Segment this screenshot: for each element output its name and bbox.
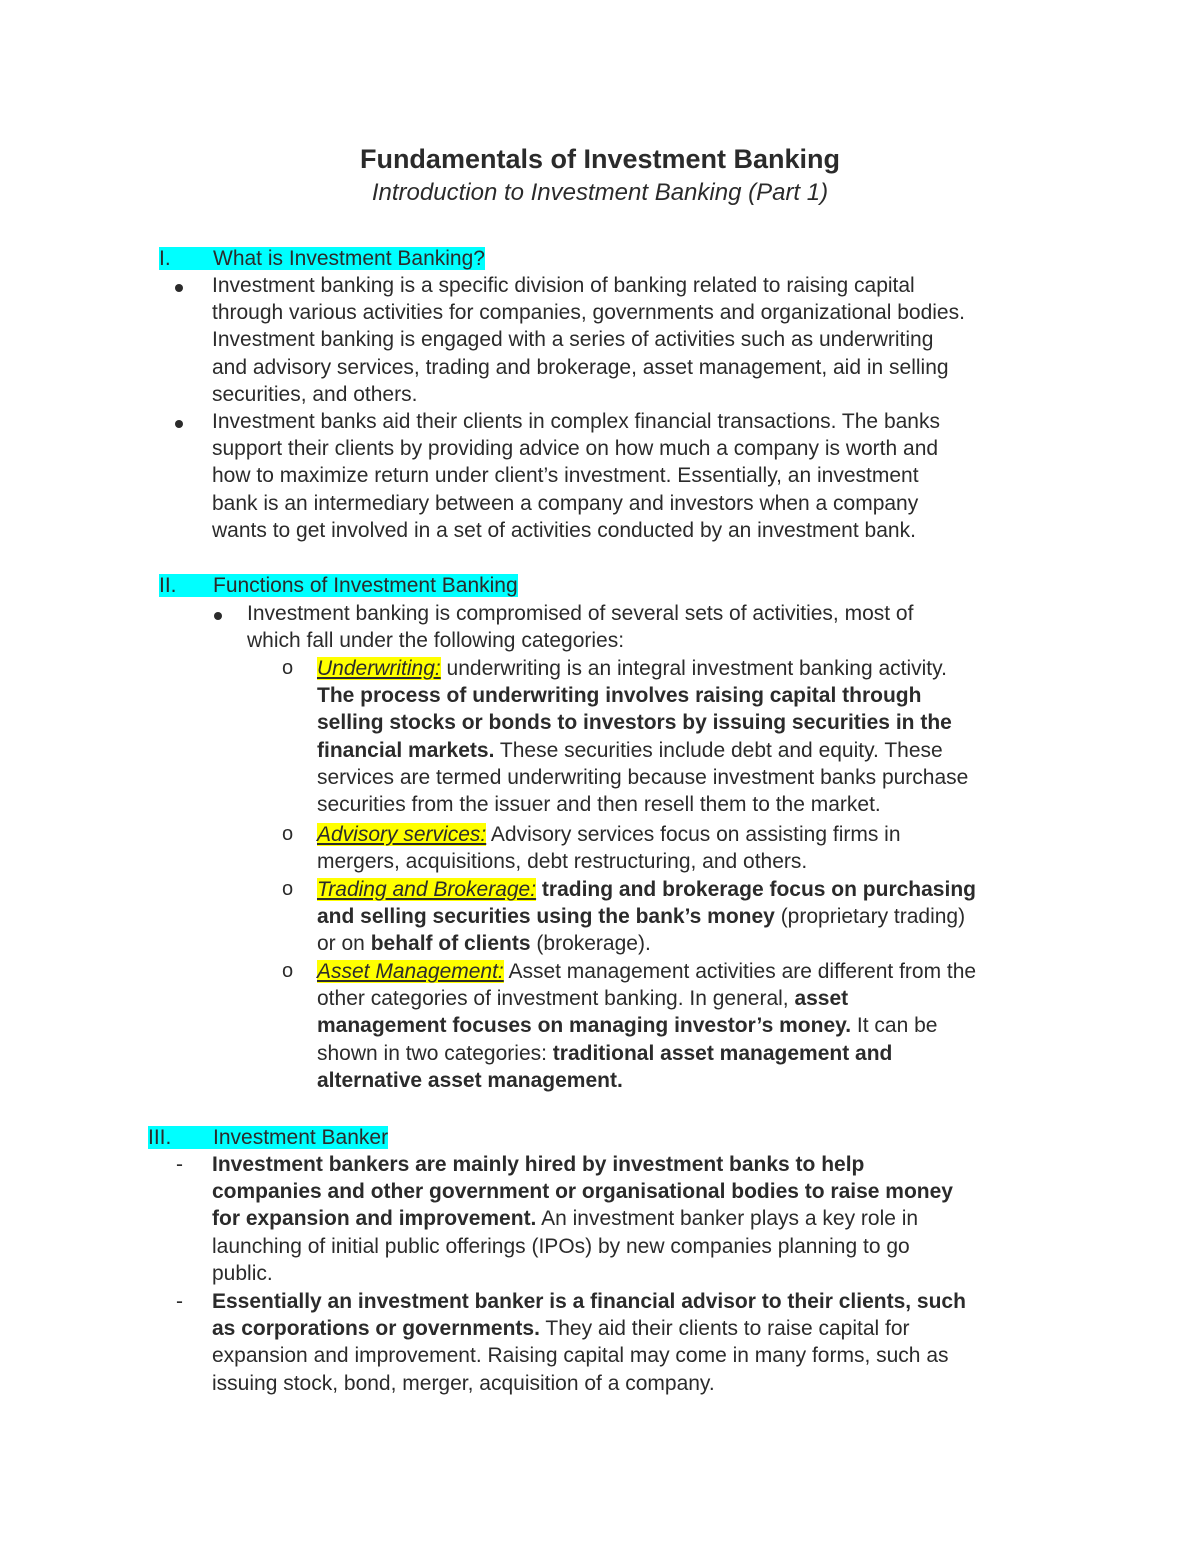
text-span: other categories of investment banking. In general, bbox=[317, 987, 795, 1011]
text-span: It can be bbox=[851, 1014, 938, 1038]
text-line: wants to get involved in a set of activities conducted by an investment bank. bbox=[212, 518, 916, 542]
category-label: Advisory services: bbox=[317, 823, 487, 846]
bold-span: traditional asset management and bbox=[552, 1041, 893, 1065]
section-numeral: I. bbox=[159, 247, 171, 270]
bullet-paragraph bbox=[247, 600, 913, 654]
circle-bullet-icon: o bbox=[282, 960, 294, 982]
text-span: These securities include debt and equity. These bbox=[494, 738, 943, 762]
text-line: launching of initial public offerings (IPOs) by new companies planning to go bbox=[212, 1234, 910, 1258]
category-advisory bbox=[317, 821, 901, 875]
bullet-dot-icon bbox=[175, 284, 183, 292]
section-heading-1 bbox=[159, 245, 485, 272]
text-span: (proprietary trading) bbox=[774, 905, 966, 929]
text-span: An investment banker plays a key role in bbox=[536, 1207, 919, 1231]
bold-span: and selling securities using the bank’s money bbox=[317, 905, 775, 929]
banker-paragraph-2 bbox=[212, 1288, 966, 1397]
text-line: bank is an intermediary between a company and investors when a company bbox=[212, 491, 919, 515]
category-label: Trading and Brokerage: bbox=[317, 878, 537, 901]
text-span: Asset management activities are different from the bbox=[503, 960, 977, 983]
bold-span: The process of underwriting involves raising capital through bbox=[317, 684, 922, 708]
bullet-paragraph bbox=[212, 272, 965, 408]
section-title: Functions of Investment Banking bbox=[213, 574, 518, 597]
text-line: Investment banking is compromised of several sets of activities, most of bbox=[247, 602, 914, 625]
bullet-dot-icon bbox=[175, 420, 183, 428]
circle-bullet-icon: o bbox=[282, 657, 294, 679]
bold-span: companies and other government or organisational bodies to raise money bbox=[212, 1180, 953, 1204]
text-line: support their clients by providing advice on how much a company is worth and bbox=[212, 437, 939, 461]
section-heading-2 bbox=[159, 572, 518, 599]
bold-span: alternative asset management. bbox=[317, 1068, 623, 1092]
dash-bullet-icon: - bbox=[176, 1153, 183, 1176]
text-span: (brokerage). bbox=[530, 932, 651, 956]
category-label: Asset Management: bbox=[317, 960, 504, 983]
bold-span: asset bbox=[794, 987, 849, 1011]
category-asset-management bbox=[317, 958, 976, 1094]
document-subtitle: Introduction to Investment Banking (Part 1) bbox=[371, 179, 829, 206]
bold-span: Essentially an investment banker is a financial advisor to their clients, such bbox=[212, 1290, 966, 1313]
bullet-dot-icon bbox=[214, 612, 222, 620]
circle-bullet-icon: o bbox=[282, 823, 294, 845]
text-span: Advisory services focus on assisting firms in bbox=[486, 823, 901, 846]
text-line: expansion and improvement. Raising capital may come in many forms, such as bbox=[212, 1344, 949, 1368]
document-title: Fundamentals of Investment Banking bbox=[359, 144, 841, 174]
text-line: Investment banking is engaged with a series of activities such as underwriting bbox=[212, 328, 934, 352]
section-numeral: III. bbox=[148, 1126, 172, 1149]
text-line: how to maximize return under client’s investment. Essentially, an investment bbox=[212, 464, 919, 488]
text-span: They aid their clients to raise capital for bbox=[539, 1317, 910, 1341]
bold-span: trading and brokerage focus on purchasing bbox=[536, 878, 976, 901]
bold-span: selling stocks or bonds to investors by issuing securities in the bbox=[317, 711, 952, 735]
text-line: which fall under the following categories: bbox=[247, 629, 625, 653]
text-line: services are termed underwriting because investment banks purchase bbox=[317, 765, 969, 789]
section-numeral: II. bbox=[159, 574, 177, 597]
text-line: public. bbox=[212, 1261, 273, 1285]
bold-span: for expansion and improvement. bbox=[212, 1207, 537, 1231]
text-line: Investment banking is a specific division of banking related to raising capital bbox=[212, 274, 915, 297]
section-title: What is Investment Banking? bbox=[213, 247, 485, 270]
bullet-paragraph bbox=[212, 408, 940, 544]
bold-span: as corporations or governments. bbox=[212, 1317, 540, 1341]
text-line: through various activities for companies, governments and organizational bodies. bbox=[212, 301, 965, 325]
bold-span: Investment bankers are mainly hired by investment banks to help bbox=[212, 1153, 865, 1176]
text-span: underwriting is an integral investment banking activity. bbox=[440, 657, 947, 680]
text-span: shown in two categories: bbox=[317, 1041, 553, 1065]
section-title: Investment Banker bbox=[213, 1126, 389, 1149]
text-line: mergers, acquisitions, debt restructuring, and others. bbox=[317, 850, 808, 874]
dash-bullet-icon: - bbox=[176, 1290, 183, 1313]
text-line: issuing stock, bond, merger, acquisition of a company. bbox=[212, 1371, 715, 1395]
text-span: or on bbox=[317, 932, 371, 956]
text-line: and advisory services, trading and brokerage, asset management, aid in selling bbox=[212, 355, 949, 379]
circle-bullet-icon: o bbox=[282, 878, 294, 900]
text-line: securities from the issuer and then resell them to the market. bbox=[317, 792, 881, 816]
bold-span: financial markets. bbox=[317, 738, 495, 762]
text-line: Investment banks aid their clients in complex financial transactions. The banks bbox=[212, 410, 940, 433]
bold-span: management focuses on managing investor’s money. bbox=[317, 1014, 852, 1038]
category-trading bbox=[317, 876, 976, 958]
banker-paragraph-1 bbox=[212, 1151, 953, 1287]
section-heading-3 bbox=[148, 1124, 388, 1151]
text-line: securities, and others. bbox=[212, 382, 418, 406]
bold-span: behalf of clients bbox=[370, 932, 531, 956]
category-underwriting bbox=[317, 655, 968, 818]
category-label: Underwriting: bbox=[317, 657, 441, 680]
